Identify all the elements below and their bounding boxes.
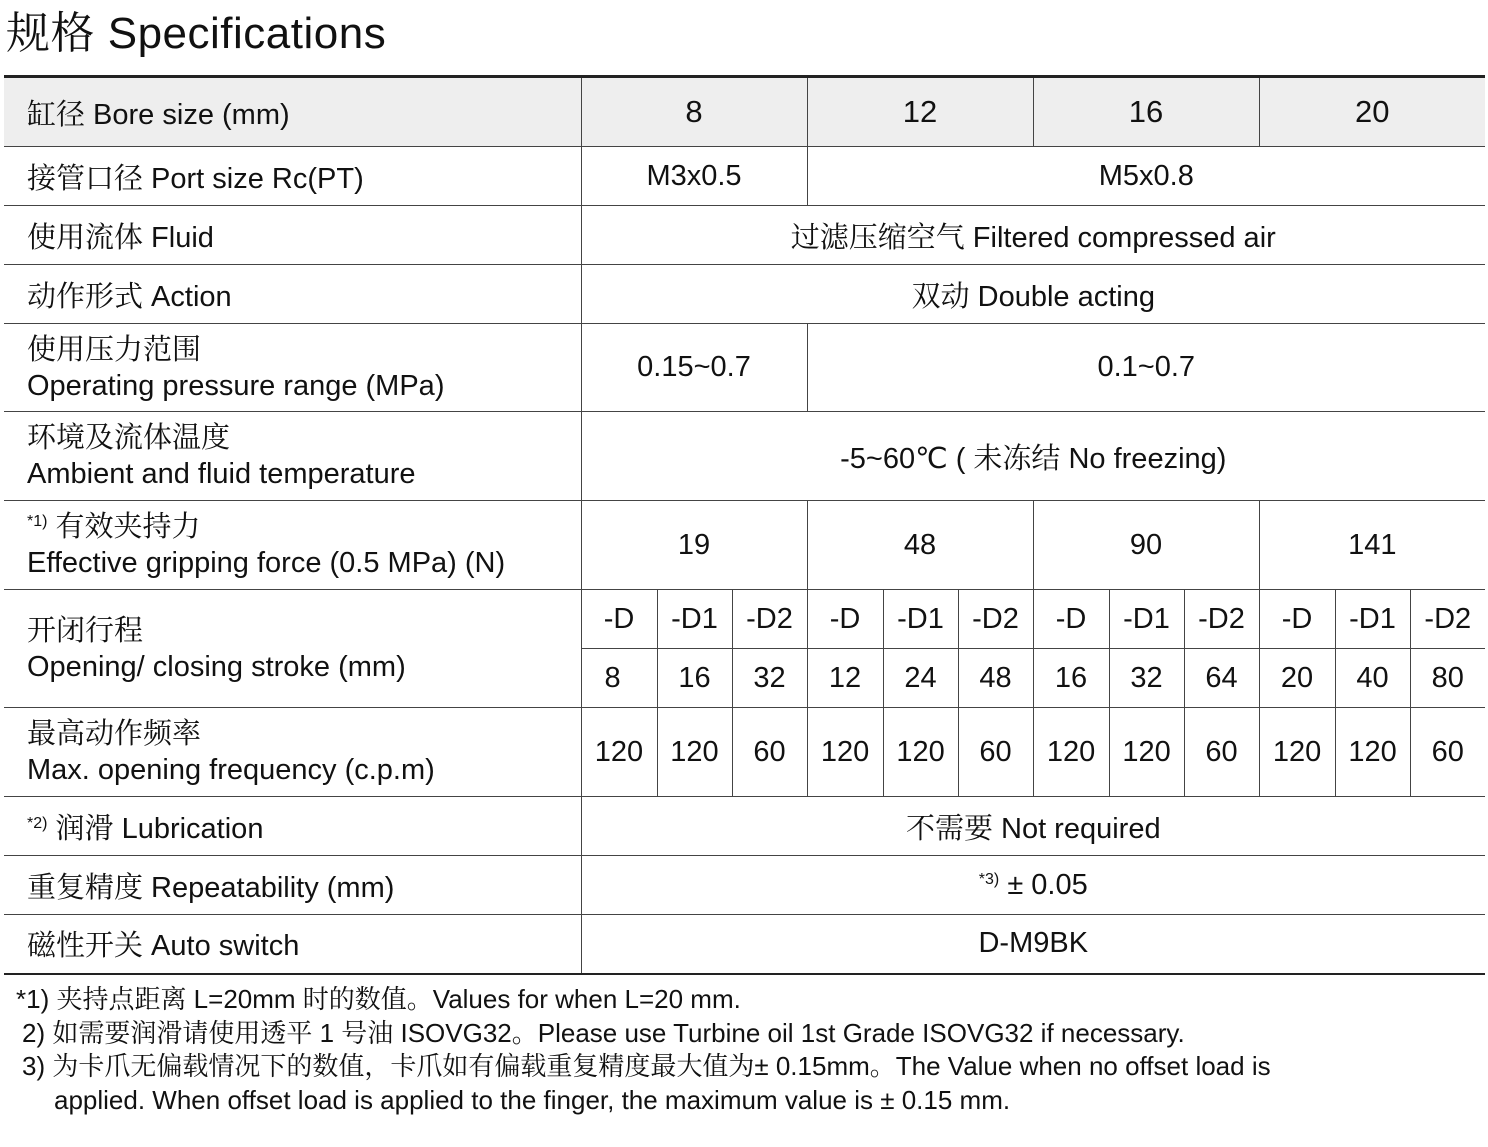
- stroke-value: 32: [732, 649, 807, 708]
- stroke-value: 40: [1335, 649, 1410, 708]
- temperature-label-cn: 环境及流体温度: [27, 422, 231, 454]
- bore-size-value: 12: [807, 77, 1033, 147]
- stroke-value: 64: [1184, 649, 1259, 708]
- footnote: *1) 夹持点距离 L=20mm 时的数值。Values for when L=20 mm.: [16, 984, 741, 1014]
- stroke-value: 20: [1259, 649, 1335, 708]
- gripping-force-value: 48: [807, 501, 1033, 590]
- gripping-force-value: 141: [1259, 501, 1485, 590]
- footnote-marker: *3): [978, 870, 1000, 888]
- bore-size-row: [4, 77, 1485, 147]
- stroke-label: [4, 590, 581, 708]
- repeatability-row: [4, 856, 1485, 915]
- frequency-value: 120: [1335, 708, 1410, 797]
- temperature-row: [4, 412, 1485, 501]
- footnote-continuation: applied. When offset load is applied to the finger, the maximum value is ± 0.15 mm.: [54, 1084, 1011, 1115]
- frequency-label-en: Max. opening frequency (c.p.m): [27, 754, 435, 786]
- footnote-marker: *1): [27, 513, 48, 530]
- bore-size-value: 20: [1259, 77, 1485, 147]
- gripping-force-value: 90: [1033, 501, 1259, 590]
- repeatability-cell: [581, 856, 1485, 915]
- stroke-value: 8: [581, 649, 657, 708]
- frequency-value: 120: [807, 708, 883, 797]
- stroke-label-en: Opening/ closing stroke (mm): [27, 650, 406, 683]
- pressure-label-en: Operating pressure range (MPa): [27, 369, 445, 402]
- pressure-row: [4, 324, 1485, 412]
- stroke-value: 24: [883, 649, 958, 708]
- frequency-value: 60: [1410, 708, 1485, 797]
- footnotes: [16, 983, 1476, 1117]
- frequency-label-cn: 最高动作频率: [27, 718, 202, 750]
- stroke-value: 48: [958, 649, 1033, 708]
- lubrication-label-text: 润滑 Lubrication: [55, 812, 264, 845]
- frequency-value: 120: [581, 708, 657, 797]
- port-size-value: M5x0.8: [807, 147, 1485, 206]
- stroke-model: -D1: [883, 590, 958, 649]
- port-size-label: 接管口径 Port size Rc(PT): [4, 147, 581, 206]
- fluid-value: 过滤压缩空气 Filtered compressed air: [581, 206, 1485, 265]
- frequency-row: [4, 708, 1485, 797]
- action-value: 双动 Double acting: [581, 265, 1485, 324]
- port-size-row: [4, 147, 1485, 206]
- lubrication-label: [4, 797, 581, 856]
- action-row: [4, 265, 1485, 324]
- footnote: 2) 如需要润滑请使用透平 1 号油 ISOVG32。Please use Turbine oil 1st Grade ISOVG32 if necessary.: [22, 1017, 1185, 1048]
- stroke-model: -D2: [958, 590, 1033, 649]
- stroke-value: 16: [1033, 649, 1109, 708]
- repeatability-label: 重复精度 Repeatability (mm): [4, 856, 581, 915]
- frequency-value: 60: [1184, 708, 1259, 797]
- stroke-model: -D: [1259, 590, 1335, 649]
- gripping-force-label: [4, 501, 581, 590]
- stroke-model: -D2: [1410, 590, 1485, 649]
- action-label: 动作形式 Action: [4, 265, 581, 324]
- frequency-value: 120: [1259, 708, 1335, 797]
- temperature-label: [4, 412, 581, 501]
- temperature-label-en: Ambient and fluid temperature: [27, 458, 416, 490]
- lubrication-row: [4, 797, 1485, 856]
- gripping-force-label-en: Effective gripping force (0.5 MPa) (N): [27, 547, 506, 579]
- frequency-value: 60: [958, 708, 1033, 797]
- stroke-model: -D1: [657, 590, 732, 649]
- stroke-model: -D2: [1184, 590, 1259, 649]
- stroke-label-cn: 开闭行程: [27, 614, 144, 647]
- stroke-value: 16: [657, 649, 732, 708]
- frequency-value: 120: [657, 708, 732, 797]
- stroke-model: -D: [807, 590, 883, 649]
- bore-size-label: 缸径 Bore size (mm): [4, 77, 581, 147]
- frequency-value: 120: [1033, 708, 1109, 797]
- pressure-value: 0.15~0.7: [581, 324, 807, 412]
- fluid-label: 使用流体 Fluid: [4, 206, 581, 265]
- lubrication-value: 不需要 Not required: [581, 797, 1485, 856]
- bore-size-value: 16: [1033, 77, 1259, 147]
- pressure-label-cn: 使用压力范围: [27, 333, 202, 366]
- gripping-force-row: [4, 501, 1485, 590]
- pressure-label: [4, 324, 581, 412]
- pressure-value: 0.1~0.7: [807, 324, 1485, 412]
- footnote-marker: *2): [27, 814, 48, 832]
- frequency-value: 120: [1109, 708, 1184, 797]
- fluid-row: [4, 206, 1485, 265]
- auto-switch-row: [4, 915, 1485, 974]
- stroke-model-row: [4, 590, 1485, 649]
- port-size-value: M3x0.5: [581, 147, 807, 206]
- bore-size-value: 8: [581, 77, 807, 147]
- repeatability-value: ± 0.05: [1007, 868, 1088, 901]
- frequency-label: [4, 708, 581, 797]
- stroke-model: -D: [1033, 590, 1109, 649]
- auto-switch-label: 磁性开关 Auto switch: [4, 915, 581, 974]
- frequency-value: 120: [883, 708, 958, 797]
- auto-switch-value: D-M9BK: [581, 915, 1485, 974]
- footnote: 3) 为卡爪无偏载情况下的数值，卡爪如有偏载重复精度最大值为± 0.15mm。The Value when no offset load is: [22, 1051, 1271, 1081]
- stroke-model: -D2: [732, 590, 807, 649]
- gripping-force-label-cn: 有效夹持力: [55, 511, 201, 543]
- stroke-model: -D: [581, 590, 657, 649]
- page-title: 规格 Specifications: [6, 9, 387, 58]
- stroke-value: 32: [1109, 649, 1184, 708]
- frequency-value: 60: [732, 708, 807, 797]
- stroke-value: 80: [1410, 649, 1485, 708]
- gripping-force-value: 19: [581, 501, 807, 590]
- specifications-table: [4, 75, 1485, 975]
- stroke-value: 12: [807, 649, 883, 708]
- stroke-model: -D1: [1109, 590, 1184, 649]
- temperature-value: -5~60℃ ( 未冻结 No freezing): [581, 412, 1485, 501]
- stroke-model: -D1: [1335, 590, 1410, 649]
